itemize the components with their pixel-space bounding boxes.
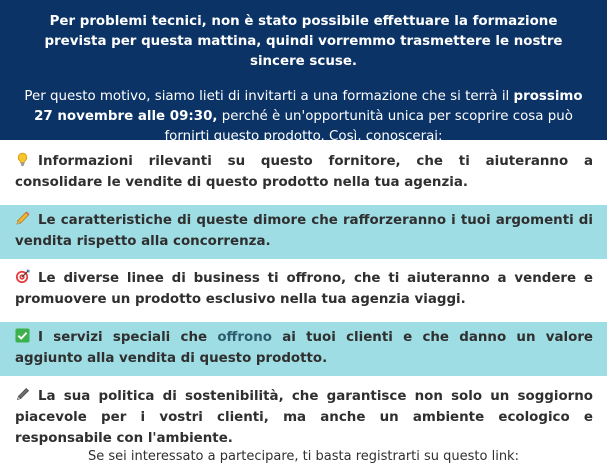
lightbulb-icon <box>15 152 30 167</box>
pen-icon <box>15 387 30 402</box>
apology-banner <box>0 0 607 144</box>
intro-text-end: perché è un'opportunità unica per scoprire cosa può fornirti questo prodotto. Così, conoscerai: <box>164 109 573 144</box>
benefit-text: Informazioni rilevanti su questo fornitore, che ti aiuteranno a consolidare le vendite di questo prodotto nella tua agenzia. <box>15 154 593 190</box>
registration-prompt: Se sei interessato a partecipare, ti basta registrarti su questo link: <box>88 449 519 464</box>
intro-text-start: Per questo motivo, siamo lieti di invitarti a una formazione che si terrà il <box>24 89 514 104</box>
benefit-text: La sua politica di sostenibilità, che garantisce non solo un soggiorno piacevole per i vostri clienti, ma anche un ambiente ecologico e responsabile con l'ambiente. <box>15 389 593 446</box>
checkmark-icon <box>15 328 30 343</box>
benefit-item-features <box>0 205 607 259</box>
benefit-text: Le caratteristiche di queste dimore che rafforzeranno i tuoi argomenti di vendita rispetto alla concorrenza. <box>15 213 593 249</box>
banner-title: Per problemi tecnici, non è stato possibile effettuare la formazione prevista per questa mattina, quindi vorremmo trasmettere le nostre sincere scuse. <box>44 14 563 69</box>
benefit-text-end: ai tuoi clienti e che danno un valore aggiunto alla vendita di questo prodotto. <box>15 330 594 366</box>
benefit-item-special-services <box>0 322 607 376</box>
benefit-text-start: I servizi speciali che <box>38 330 218 345</box>
benefit-text: Le diverse linee di business ti offrono, che ti aiuteranno a vendere e promuovere un prodotto esclusivo nella tua agenzia viaggi. <box>15 271 593 307</box>
training-date: prossimo 27 novembre alle 09:30, <box>34 89 583 124</box>
benefit-item-business-lines <box>0 266 607 314</box>
pencil-icon <box>15 211 30 226</box>
benefit-item-supplier-info <box>0 149 607 197</box>
target-icon <box>15 269 30 284</box>
banner-intro <box>18 87 589 147</box>
benefit-item-sustainability <box>0 384 607 446</box>
highlighted-word: offrono <box>217 330 272 345</box>
